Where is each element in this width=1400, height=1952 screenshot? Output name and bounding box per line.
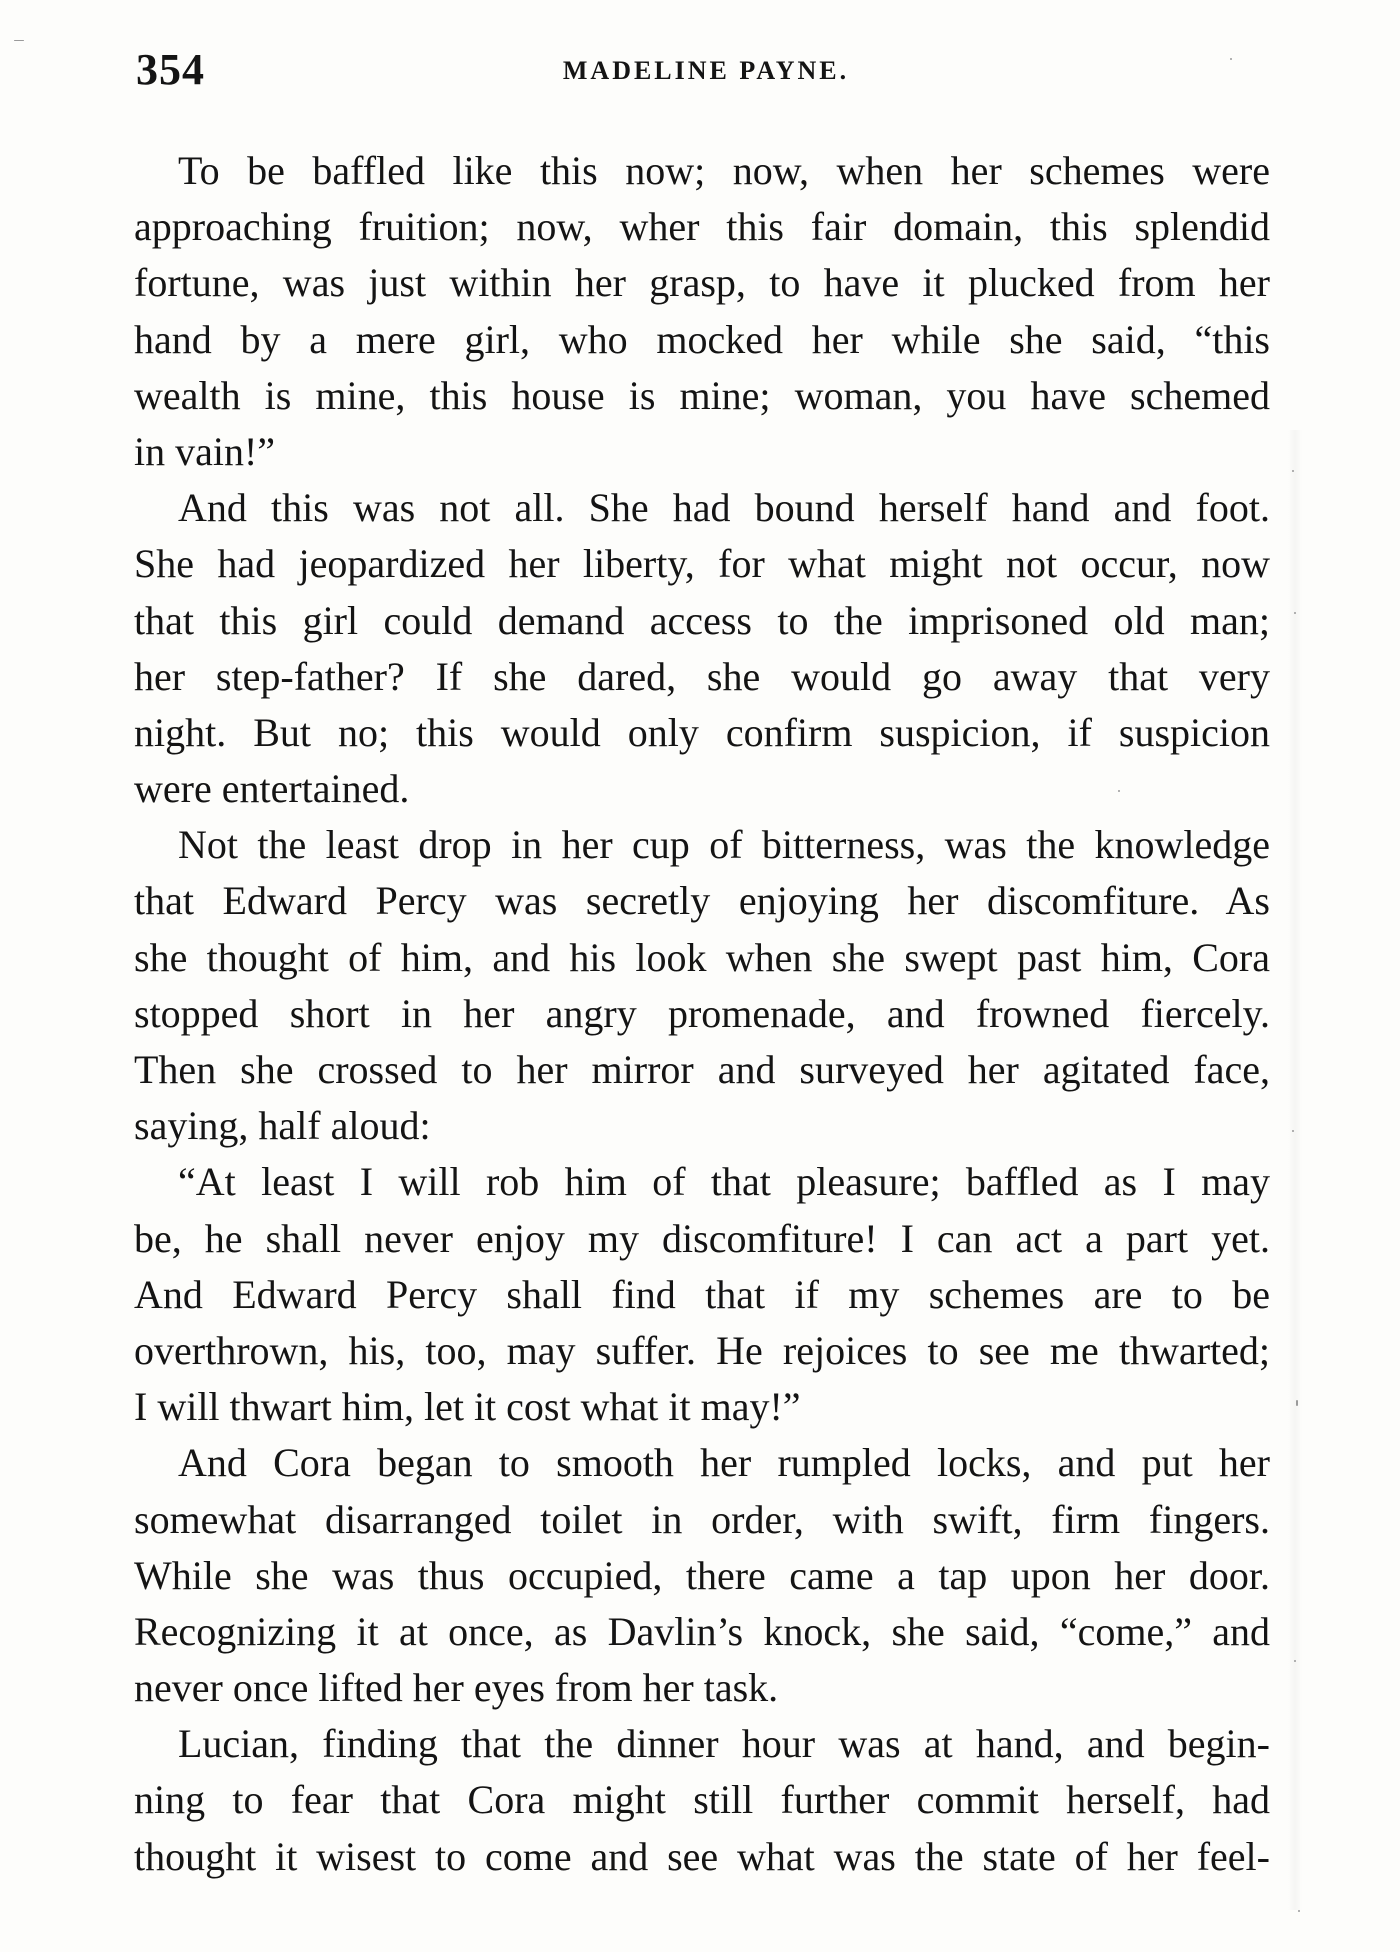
text-line: saying, half aloud:: [134, 1103, 431, 1149]
text-line: she thought of him, and his look when she swept past him, Cora: [134, 934, 1270, 980]
scan-speck: [1298, 1910, 1300, 1912]
paragraph-5: [134, 1435, 1270, 1716]
scan-speck: [1292, 470, 1294, 472]
text-line: never once lifted her eyes from her task.: [134, 1665, 779, 1711]
text-line: in vain!”: [134, 428, 276, 474]
scan-speck: [1296, 1400, 1298, 1406]
paragraph-4: [134, 1154, 1270, 1435]
paragraph-1: [134, 143, 1270, 480]
text-line: be, he shall never enjoy my discomfiture! I can act a part yet.: [134, 1215, 1270, 1261]
text-line: I will thwart him, let it cost what it may!”: [134, 1384, 801, 1430]
text-line: And this was not all. She had bound herself hand and foot.: [178, 485, 1270, 531]
text-line: hand by a mere girl, who mocked her while she said, “this: [134, 316, 1270, 362]
text-line: were entertained.: [134, 766, 410, 812]
text-line: thought it wisest to come and see what was the state of her feel-: [134, 1833, 1270, 1879]
text-line: approaching fruition; now, wher this fair domain, this splendid: [134, 204, 1270, 250]
scan-speck: [1230, 58, 1232, 60]
text-line: To be baffled like this now; now, when her schemes were: [178, 148, 1270, 193]
text-line: Lucian, finding that the dinner hour was at hand, and begin-: [178, 1721, 1270, 1767]
text-line: And Cora began to smooth her rumpled locks, and put her: [178, 1440, 1270, 1486]
scan-speck: [1118, 790, 1120, 792]
text-line: that this girl could demand access to the imprisoned old man;: [134, 597, 1270, 643]
text-line: Then she crossed to her mirror and surveyed her agitated face,: [134, 1047, 1270, 1092]
text-line: wealth is mine, this house is mine; woman, you have schemed: [134, 372, 1270, 418]
scan-speck: [1294, 612, 1296, 614]
page-number: 354: [136, 45, 205, 94]
text-line: She had jeopardized her liberty, for what might not occur, now: [134, 541, 1270, 587]
page-gutter-shadow: [1288, 430, 1302, 1910]
text-line: While she was thus occupied, there came a tap upon her door.: [134, 1552, 1270, 1598]
text-line: somewhat disarranged toilet in order, with swift, firm fingers.: [134, 1496, 1270, 1542]
text-line: ning to fear that Cora might still further commit herself, had: [134, 1777, 1270, 1823]
scan-speck: [14, 40, 24, 41]
running-head: MADELINE PAYNE.: [562, 56, 850, 85]
text-line: And Edward Percy shall find that if my schemes are to be: [134, 1271, 1270, 1317]
paragraph-3: [134, 817, 1270, 1154]
text-line: stopped short in her angry promenade, and frowned fiercely.: [134, 990, 1270, 1036]
page-header: [136, 44, 1266, 104]
paragraph-6: [134, 1716, 1270, 1885]
paragraph-2: [134, 480, 1270, 817]
text-line: fortune, was just within her grasp, to have it plucked from her: [134, 260, 1270, 306]
scan-speck: [1294, 1660, 1296, 1662]
text-line: that Edward Percy was secretly enjoying her discomfiture. As: [134, 878, 1270, 924]
text-line: night. But no; this would only confirm suspicion, if suspicion: [134, 709, 1270, 755]
text-line: her step-father? If she dared, she would go away that very: [134, 653, 1270, 699]
text-line: Not the least drop in her cup of bitterness, was the knowledge: [178, 822, 1270, 868]
text-line: “At least I will rob him of that pleasure; baffled as I may: [178, 1159, 1270, 1205]
text-line: overthrown, his, too, may suffer. He rejoices to see me thwarted;: [134, 1327, 1270, 1373]
scan-speck: [1292, 1130, 1294, 1132]
text-line: Recognizing it at once, as Davlin’s knock, she said, “come,” and: [134, 1608, 1270, 1654]
body-text: [134, 143, 1270, 1885]
